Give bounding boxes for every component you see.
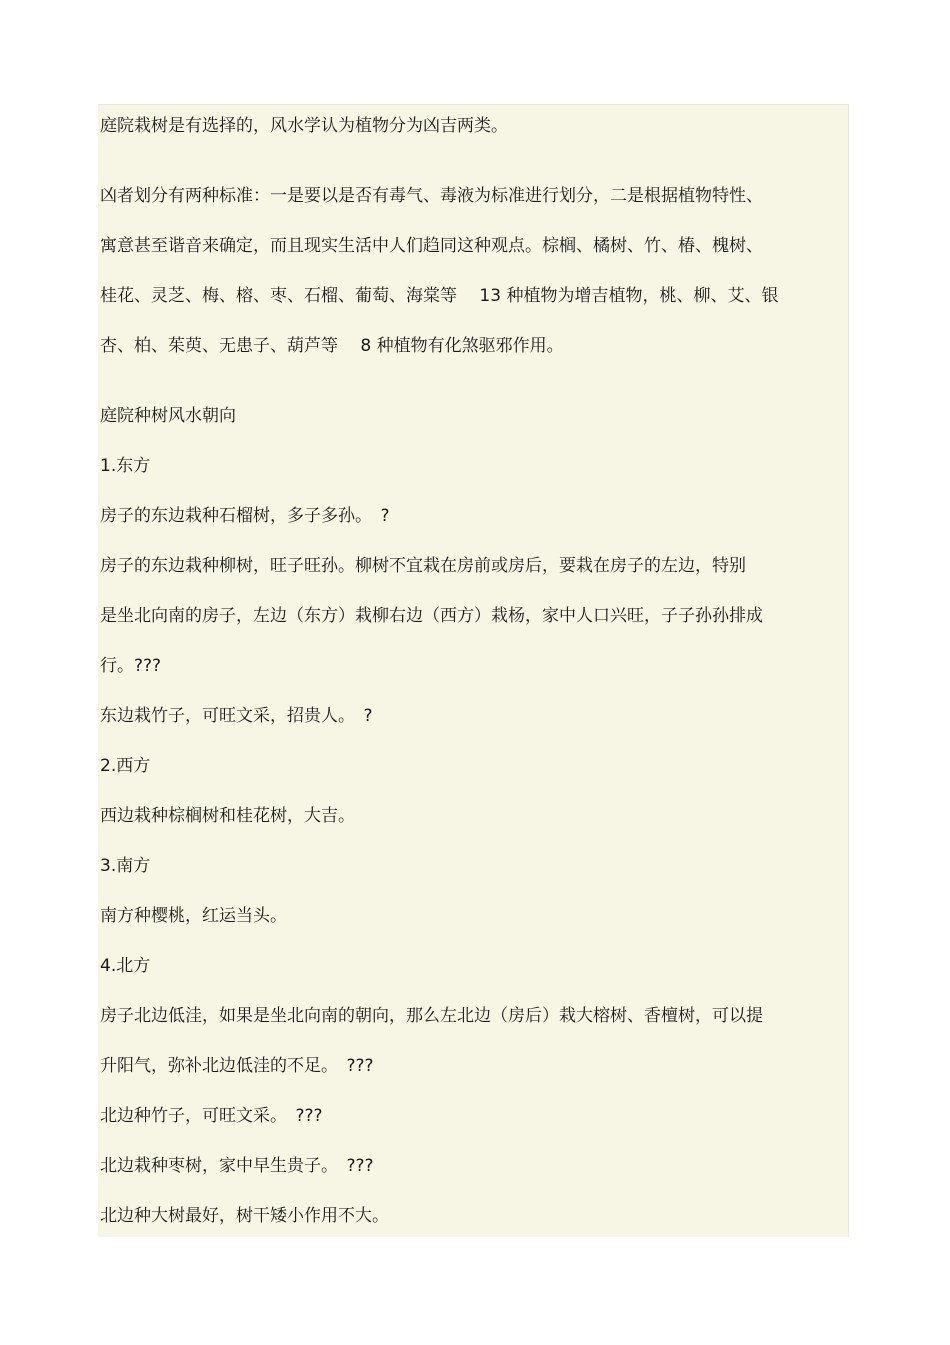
west-item-1: 西边栽种棕榈树和桂花树，大吉。 [100, 806, 355, 826]
subheading-west: 2.西方 [100, 756, 151, 776]
subheading-north: 4.北方 [100, 956, 151, 976]
subheading-east: 1.东方 [100, 456, 151, 476]
paragraph-line-3: 桂花、灵芝、梅、榕、枣、石榴、葡萄、海棠等 13 种植物为增吉植物，桃、柳、艾、银 [100, 286, 779, 306]
east-item-2-line-2: 是坐北向南的房子，左边（东方）栽柳右边（西方）栽杨，家中人口兴旺，子子孙孙排成 [100, 606, 763, 626]
east-item-2-line-3: 行。??? [100, 656, 162, 676]
intro-line-1: 庭院栽树是有选择的，风水学认为植物分为凶吉两类。 [100, 116, 508, 136]
north-item-3: 北边栽种枣树，家中早生贵子。 ??? [100, 1156, 374, 1176]
north-item-2: 北边种竹子，可旺文采。 ??? [100, 1106, 323, 1126]
section-heading: 庭院种树风水朝向 [100, 406, 236, 426]
paragraph-line-1: 凶者划分有两种标准：一是要以是否有毒气、毒液为标准进行划分，二是根据植物特性、 [100, 186, 763, 206]
east-item-2-line-1: 房子的东边栽种柳树，旺子旺孙。柳树不宜栽在房前或房后，要栽在房子的左边，特别 [100, 556, 746, 576]
north-item-1-line-2: 升阳气，弥补北边低洼的不足。 ??? [100, 1056, 374, 1076]
paragraph-line-2: 寓意甚至谐音来确定，而且现实生活中人们趋同这种观点。棕榈、橘树、竹、椿、槐树、 [100, 236, 763, 256]
north-item-1-line-1: 房子北边低洼，如果是坐北向南的朝向，那么左北边（房后）栽大榕树、香檀树，可以提 [100, 1006, 763, 1026]
paragraph-line-4: 杏、柏、茱萸、无患子、葫芦等 8 种植物有化煞驱邪作用。 [100, 336, 564, 356]
south-item-1: 南方种樱桃，红运当头。 [100, 906, 287, 926]
north-item-4: 北边种大树最好，树干矮小作用不大。 [100, 1206, 389, 1226]
subheading-south: 3.南方 [100, 856, 151, 876]
east-item-3: 东边栽竹子，可旺文采，招贵人。 ? [100, 706, 373, 726]
east-item-1: 房子的东边栽种石榴树，多子多孙。 ? [100, 506, 390, 526]
